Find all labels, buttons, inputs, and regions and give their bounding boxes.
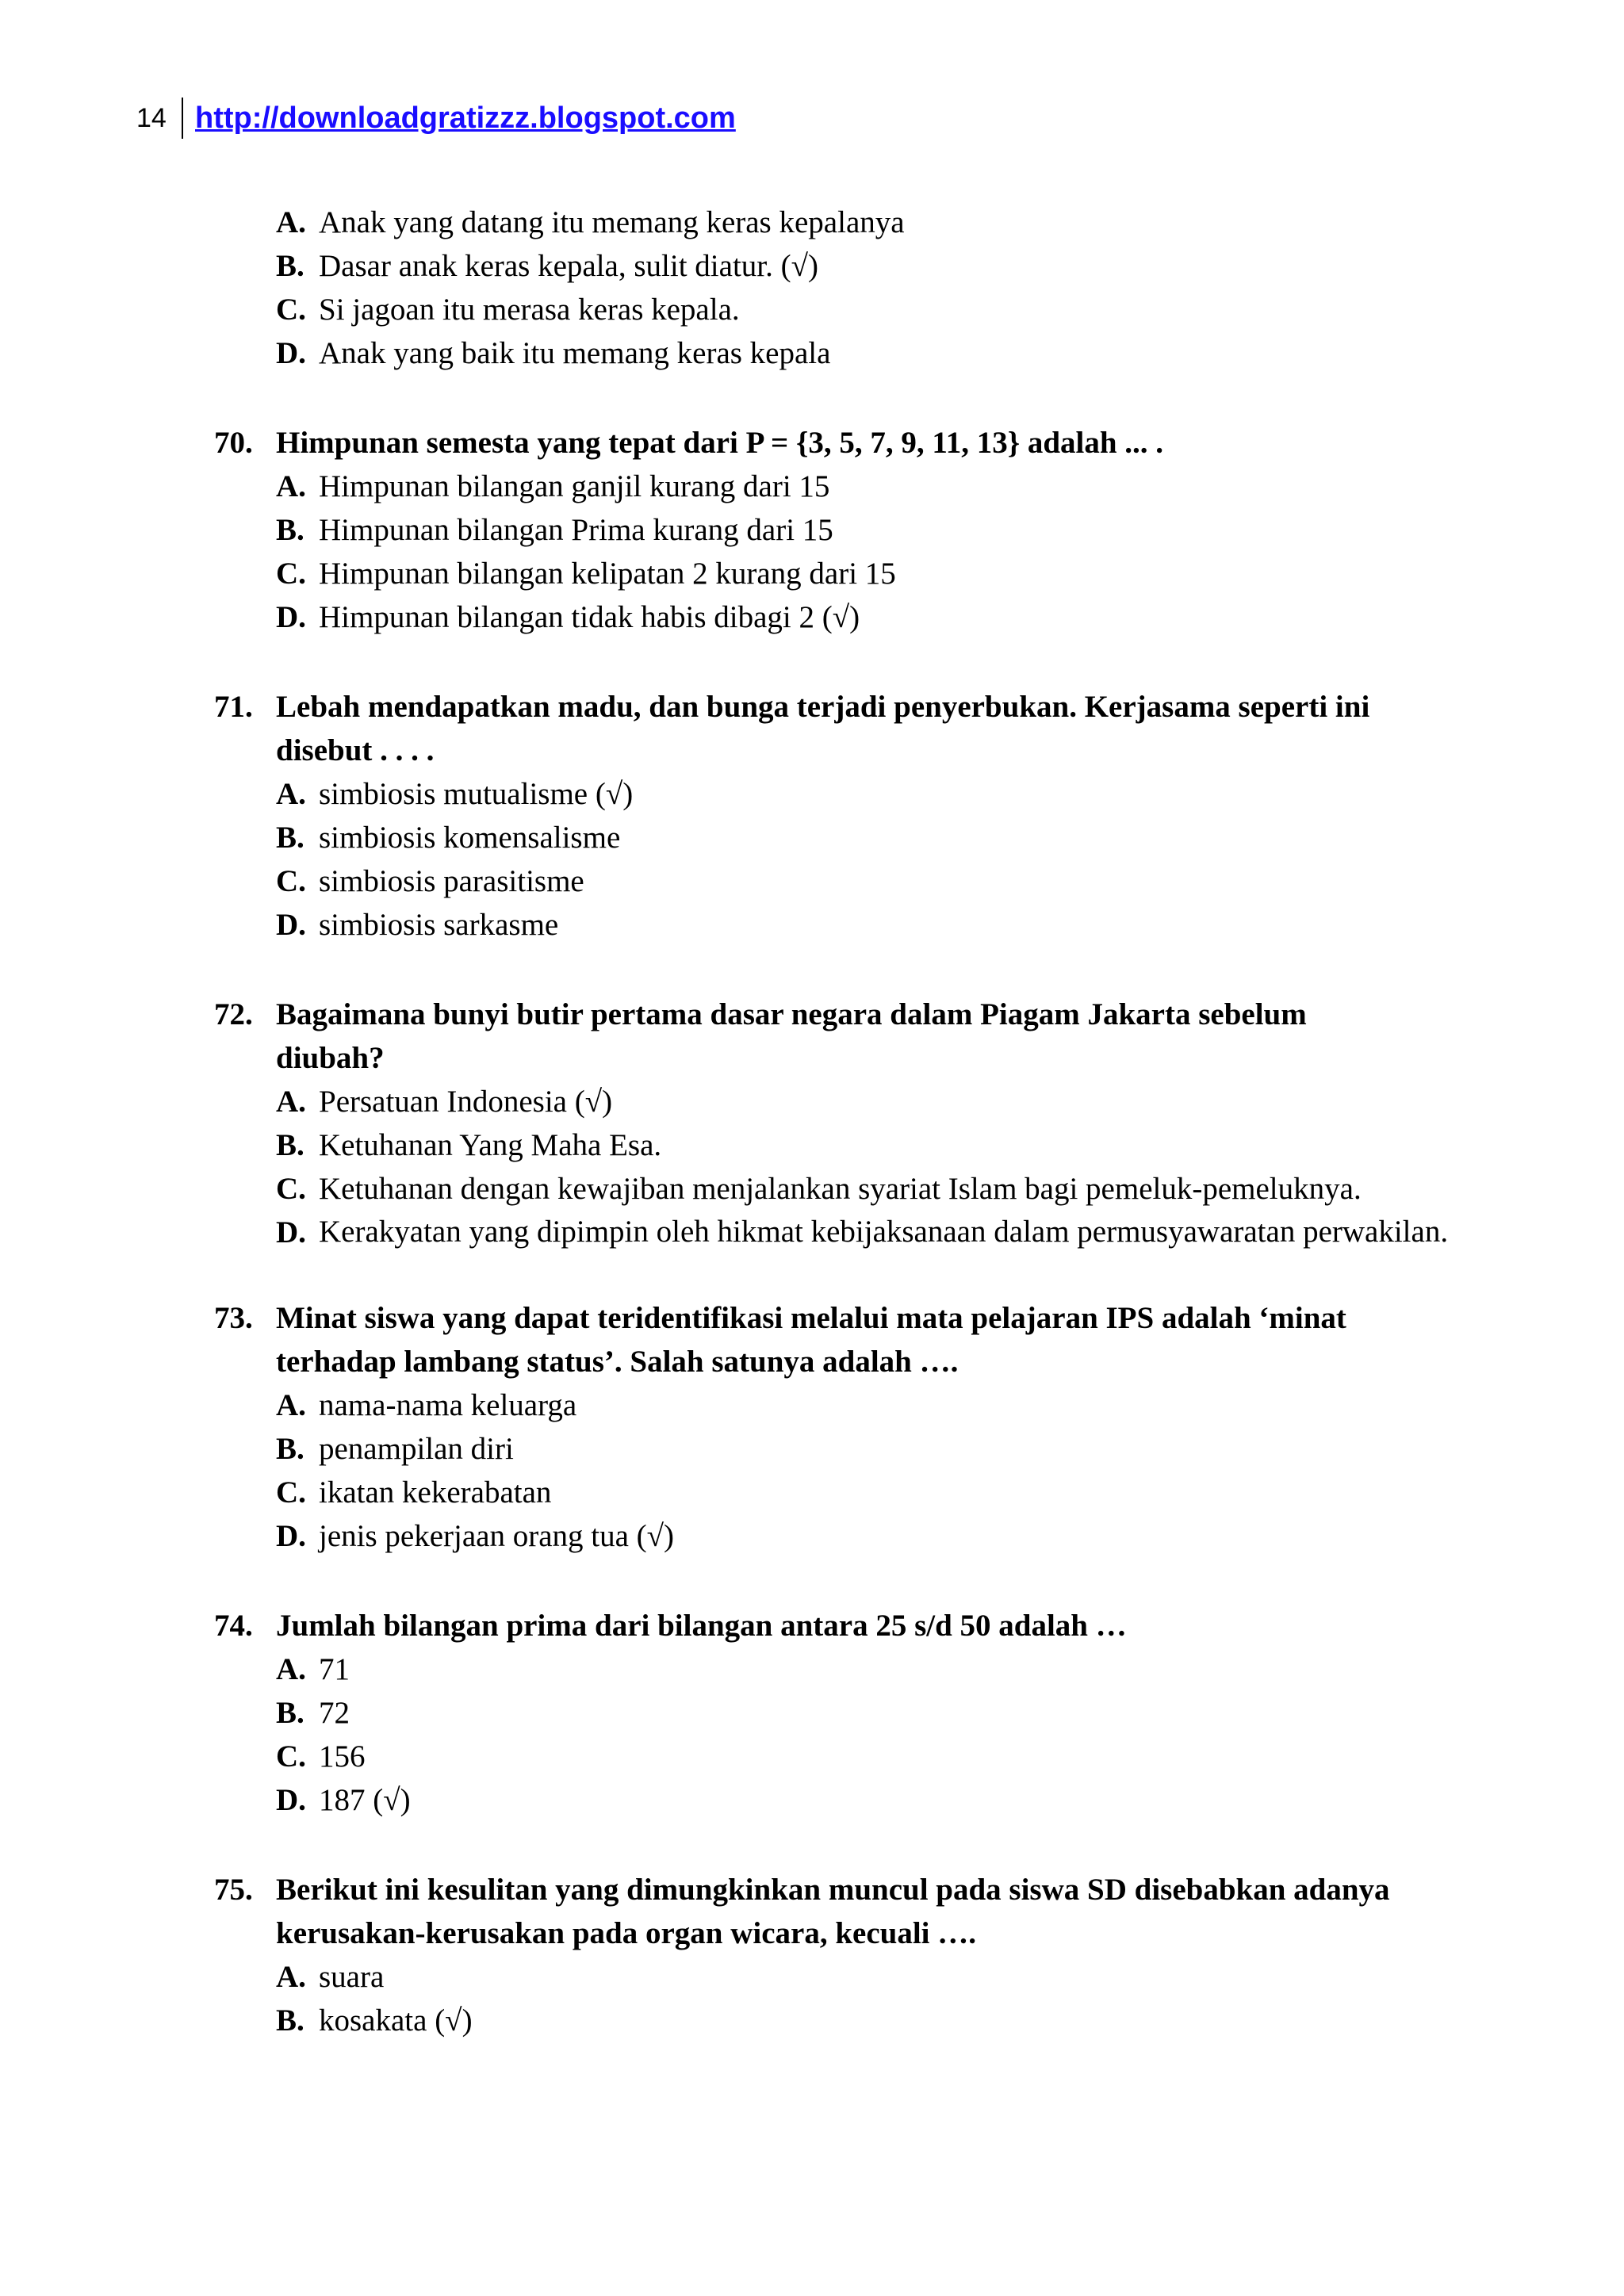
option-text: Ketuhanan Yang Maha Esa. — [319, 1128, 662, 1162]
option-letter: C. — [276, 864, 306, 898]
option-text: Himpunan bilangan ganjil kurang dari 15 — [319, 469, 830, 503]
question-75 — [0, 1868, 1624, 2042]
option-text: ikatan kekerabatan — [319, 1475, 552, 1510]
option-a — [276, 1383, 1624, 1427]
option-text: Anak yang datang itu memang keras kepalanya — [319, 205, 905, 239]
question-line — [214, 685, 1435, 772]
option-letter: D. — [276, 1519, 306, 1553]
option-d — [276, 1514, 1624, 1558]
option-letter: C. — [276, 1739, 306, 1774]
question-number: 73. — [214, 1301, 253, 1335]
option-a — [276, 465, 1624, 508]
question-options — [276, 1647, 1624, 1822]
option-text: simbiosis parasitisme — [319, 864, 584, 898]
option-text: Anak yang baik itu memang keras kepala — [319, 336, 831, 370]
option-letter: D. — [276, 908, 306, 942]
option-b — [276, 816, 1624, 859]
question-line — [214, 993, 1435, 1080]
option-a — [276, 1080, 1624, 1123]
question-71 — [0, 685, 1624, 947]
option-b — [276, 1999, 1624, 2042]
question-73 — [0, 1296, 1624, 1558]
question-number: 70. — [214, 426, 253, 460]
question-text: Bagaimana bunyi butir pertama dasar negara dalam Piagam Jakarta sebelum diubah? — [276, 997, 1307, 1075]
question-number: 74. — [214, 1609, 253, 1643]
option-text: Himpunan bilangan kelipatan 2 kurang dari 15 — [319, 557, 896, 591]
option-letter: D. — [276, 600, 306, 634]
option-letter: B. — [276, 513, 304, 547]
question-text: Himpunan semesta yang tepat dari P = {3, 5, 7, 9, 11, 13} adalah ... . — [276, 426, 1164, 460]
option-d — [276, 1778, 1624, 1822]
page-content — [0, 201, 1624, 2042]
option-text: simbiosis mutualisme (√) — [319, 777, 634, 811]
option-letter: C. — [276, 293, 306, 327]
option-text: kosakata (√) — [319, 2003, 473, 2038]
option-text: simbiosis sarkasme — [319, 908, 559, 942]
option-text: nama-nama keluarga — [319, 1388, 577, 1422]
option-c — [276, 552, 1624, 595]
option-text: Himpunan bilangan tidak habis dibagi 2 (√) — [319, 600, 860, 634]
question-text: Jumlah bilangan prima dari bilangan antara 25 s/d 50 adalah … — [276, 1609, 1127, 1643]
option-letter: C. — [276, 557, 306, 591]
option-c — [276, 1167, 1624, 1211]
question-text: Lebah mendapatkan madu, dan bunga terjadi penyerbukan. Kerjasama seperti ini disebut . . . . — [276, 690, 1370, 767]
option-letter: B. — [276, 1696, 304, 1730]
option-c — [276, 859, 1624, 903]
option-letter: A. — [276, 205, 306, 239]
option-text: Himpunan bilangan Prima kurang dari 15 — [319, 513, 833, 547]
option-letter: A. — [276, 469, 306, 503]
option-d — [276, 1211, 1624, 1250]
option-text: penampilan diri — [319, 1432, 514, 1466]
option-text: 187 (√) — [319, 1783, 411, 1817]
option-text: suara — [319, 1960, 385, 1994]
question-options — [276, 1383, 1624, 1558]
option-c — [276, 1471, 1624, 1514]
question-line — [214, 1868, 1435, 1955]
option-a — [276, 201, 1624, 244]
option-letter: D. — [276, 1783, 306, 1817]
option-d — [276, 331, 1624, 375]
question-number: 75. — [214, 1873, 253, 1907]
option-a — [276, 772, 1624, 816]
option-letter: C. — [276, 1172, 306, 1206]
option-letter: A. — [276, 1388, 306, 1422]
option-text: jenis pekerjaan orang tua (√) — [319, 1519, 675, 1553]
question-options — [276, 772, 1624, 947]
option-b — [276, 244, 1624, 288]
option-letter: D. — [276, 336, 306, 370]
option-text: Persatuan Indonesia (√) — [319, 1085, 613, 1119]
option-letter: A. — [276, 1085, 306, 1119]
option-text: simbiosis komensalisme — [319, 821, 621, 855]
question-74 — [0, 1604, 1624, 1822]
option-letter: B. — [276, 1432, 304, 1466]
option-text: 156 — [319, 1739, 366, 1774]
question-72 — [0, 993, 1624, 1250]
option-b — [276, 1427, 1624, 1471]
question-line — [214, 421, 1435, 465]
option-b — [276, 1123, 1624, 1167]
option-letter: B. — [276, 249, 304, 283]
option-text: 72 — [319, 1696, 350, 1730]
option-text: Ketuhanan dengan kewajiban menjalankan syariat Islam bagi pemeluk-pemeluknya. — [319, 1172, 1362, 1206]
question-number: 72. — [214, 997, 253, 1031]
option-c — [276, 1735, 1624, 1778]
option-text: Kerakyatan yang dipimpin oleh hikmat kebijaksanaan dalam permusyawaratan perwakilan. — [319, 1215, 1449, 1249]
option-text: 71 — [319, 1652, 350, 1686]
option-a — [276, 1647, 1624, 1691]
question-options — [276, 1955, 1624, 2042]
option-letter: C. — [276, 1475, 306, 1510]
option-letter: D. — [276, 1215, 306, 1249]
option-letter: A. — [276, 1960, 306, 1994]
question-options — [276, 465, 1624, 639]
option-text: Si jagoan itu merasa keras kepala. — [319, 293, 740, 327]
option-text: Dasar anak keras kepala, sulit diatur. (√) — [319, 249, 818, 283]
question-text: Minat siswa yang dapat teridentifikasi melalui mata pelajaran IPS adalah ‘minat terhadap lambang status’. Salah satunya adalah …. — [276, 1301, 1346, 1379]
header-divider — [182, 98, 183, 139]
question-options — [276, 1080, 1624, 1250]
option-a — [276, 1955, 1624, 1999]
option-d — [276, 595, 1624, 639]
header-link[interactable]: http://downloadgratizzz.blogspot.com — [195, 101, 736, 135]
question-70 — [0, 421, 1624, 639]
question-text: Berikut ini kesulitan yang dimungkinkan muncul pada siswa SD disebabkan adanya kerusakan-kerusakan pada organ wicara, kecuali …. — [276, 1873, 1390, 1950]
option-c — [276, 288, 1624, 331]
question-line — [214, 1296, 1435, 1383]
question-line — [214, 1604, 1435, 1647]
option-letter: B. — [276, 2003, 304, 2038]
option-b — [276, 1691, 1624, 1735]
option-letter: B. — [276, 821, 304, 855]
page-number: 14 — [136, 103, 167, 133]
option-letter: A. — [276, 1652, 306, 1686]
option-d — [276, 903, 1624, 947]
option-letter: B. — [276, 1128, 304, 1162]
question-number: 71. — [214, 690, 253, 724]
option-letter: A. — [276, 777, 306, 811]
option-b — [276, 508, 1624, 552]
continued-options — [276, 201, 1624, 375]
